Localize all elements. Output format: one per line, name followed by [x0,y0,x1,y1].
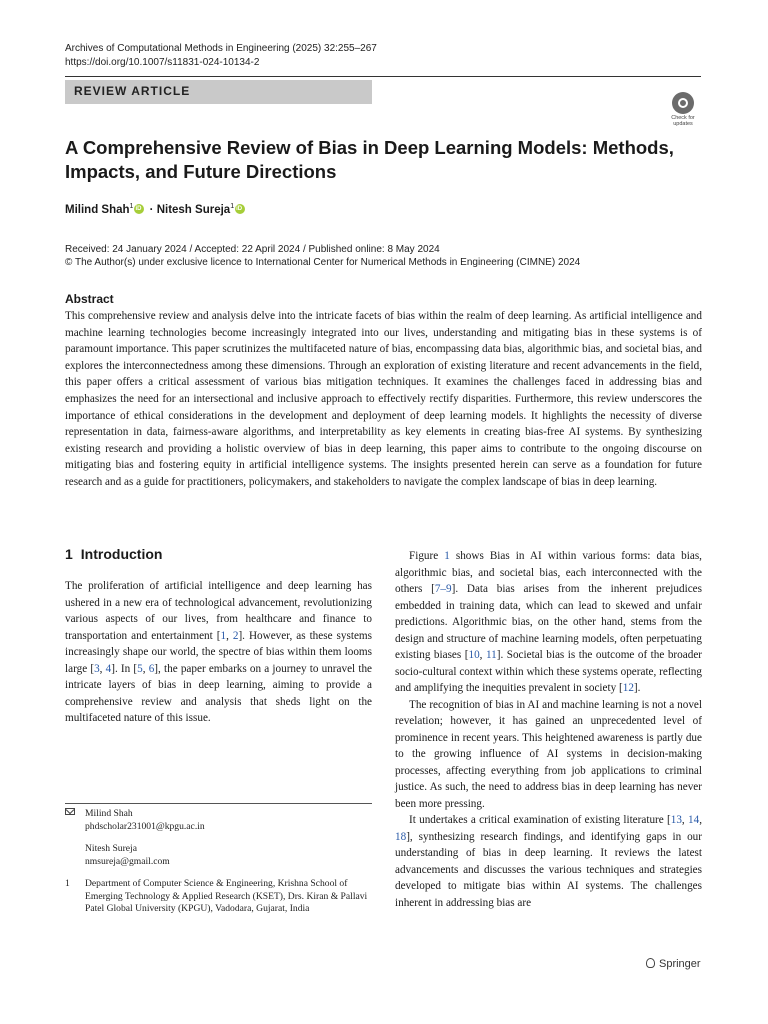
check-for-updates-label: Check for updates [671,115,695,127]
journal-citation: Archives of Computational Methods in Engineering (2025) 32:255–267 [65,43,377,54]
citation-link[interactable]: 12 [622,682,634,694]
springer-horse-icon [646,958,655,968]
affiliation-note [65,878,375,916]
article-title: A Comprehensive Review of Bias in Deep Learning Models: Methods, Impacts, and Future Directions [65,137,674,182]
envelope-icon [65,808,75,815]
body-text: Figure [409,550,445,562]
author-name: Milind Shah [65,203,130,216]
publisher-logo [646,958,701,970]
body-text: , [226,629,233,642]
section-title: Introduction [80,546,163,562]
author-name: Milind Shah [85,808,133,819]
affiliation-text: Department of Computer Science & Engineering, Krishna School of Emerging Technology & Applied Research (KSET), Drs. Kiran & Pallavi Patel Global University (KPGU), Vadodara, Gujarat, India [85,878,368,914]
article-type-label: REVIEW ARTICLE [74,84,191,98]
body-text: , [479,649,486,661]
section-number: 1 [65,546,73,562]
orcid-icon[interactable] [134,204,144,214]
intro-paragraph [65,578,372,727]
author-separator: · [149,203,154,216]
body-text: ], synthesizing research findings, and identifying gaps in our understanding of bias in deep learning. It reviews the latest advancements and discusses the various techniques and strategies developed to mitigate bias within AI systems. The challenges inherent in addressing bias are [395,830,702,909]
body-text: It undertakes a critical examination of existing literature [ [409,814,671,826]
author-name: Nitesh Sureja [85,843,137,854]
corresponding-author [65,843,375,868]
check-for-updates-badge[interactable] [664,92,702,132]
citation-link[interactable]: 11 [485,649,497,661]
body-text: ]. However, as these systems increasingly shape our world, the spectre of bias within them looms large [ [65,629,372,675]
body-text: The recognition of bias in AI and machine learning is not a novel revelation; however, it has gained an unprecedented level of prominence in recent years. This heightened awareness is partly due to the growing influence of AI systems in decision-making processes, affecting everything from job applications to criminal justice. As such, the need to address bias in deep learning has never been more pressing. [395,698,702,810]
doi-link[interactable]: https://doi.org/10.1007/s11831-024-10134-2 [65,57,260,68]
author-email[interactable]: phdscholar231001@kpgu.ac.in [85,820,205,832]
body-text: , [699,814,702,826]
copyright-notice: © The Author(s) under exclusive licence to International Center for Numerical Methods in Engineering (CIMNE) 2024 [65,257,581,268]
body-text: The proliferation of artificial intelligence and deep learning has ushered in a new era of technological advancement, revolutionizing various aspects of our lives, from healthcare and finance to transportation and entertainment [ [65,580,372,642]
author-affiliation-mark: 1 [129,203,134,210]
body-text: shows Bias in AI within various forms: data bias, algorithmic bias, and societal bias, each interconnected with the others [ [395,550,702,595]
citation-link[interactable]: 5 [137,662,143,675]
orcid-icon[interactable] [235,204,245,214]
body-text: , [142,662,149,675]
author-affiliation-mark: 1 [230,203,235,210]
citation-link[interactable]: 6 [148,662,155,675]
citation-link[interactable]: 10 [468,649,480,661]
corresponding-author [65,808,375,833]
intro-paragraph [395,697,702,813]
body-text: ], the paper embarks on a journey to unravel the intricate layers of bias in deep learning, aiming to provide a comprehensive review and analysis that sheds light on the multifaceted nature of this issue. [65,662,373,724]
intro-paragraph [395,812,702,911]
citation-link[interactable]: 7–9 [434,583,452,595]
journal-info [65,42,377,70]
abstract-text: This comprehensive review and analysis delve into the intricate facets of bias within the realm of deep learning. As artificial intelligence and machine learning technologies become increasingly integrated into our lives, understanding and mitigating bias in these systems is of paramount importance. This paper scrutinizes the multifaceted nature of bias, encompassing data bias, algorithmic bias, and societal bias, and explores the interconnectedness among these dimensions. Through an exploration of existing literature and recent advancements in the field, this paper offers a critical assessment of various bias mitigation techniques. It examines the challenges faced in addressing bias and emphasizes the need for an intersectional and inclusive approach to effectively rectify disparities. Furthermore, this review underscores the importance of ethical considerations in the development and deployment of deep learning models. It highlights the necessity of diverse representation in data, fairness-aware algorithms, and interpretability as key elements in creating bias-free AI systems. By synthesizing existing research and providing a holistic overview of bias in deep learning, this paper aims to contribute to the ongoing discourse on mitigating bias and fostering equity in artificial intelligence systems. The insights presented herein can serve as a foundation for future research and as a guide for practitioners, policymakers, and stakeholders to navigate the complex landscape of bias in deep learning. [65,310,702,488]
intro-right-column [395,548,702,911]
intro-left-column [65,578,372,727]
citation-link[interactable]: 1 [444,550,450,562]
check-for-updates-icon [672,92,694,114]
article-type-bar [65,80,372,104]
header-rule [65,76,701,77]
body-text: ]. [633,682,641,694]
citation-link[interactable]: 13 [670,814,682,826]
intro-paragraph [395,548,702,697]
citation-link[interactable]: 2 [232,629,239,642]
body-text: ]. Data bias arises from the inherent prejudices embedded in training data, which can lead to skewed and unfair predictions. Algorithmic bias, on the other hand, stems from the design and structure of machine learning models, often perpetuating existing biases [ [395,583,702,661]
citation-link[interactable]: 1 [220,629,227,642]
author-email[interactable]: nmsureja@gmail.com [85,855,170,867]
citation-link[interactable]: 3 [94,662,100,675]
citation-link[interactable]: 14 [688,814,700,826]
footnote-rule [65,803,372,804]
author-list [65,203,247,216]
history-dates: Received: 24 January 2024 / Accepted: 22 April 2024 / Published online: 8 May 2024 [65,244,440,255]
author-name: Nitesh Sureja [156,203,231,216]
body-text: , [681,814,689,826]
abstract-heading: Abstract [65,292,114,306]
footnotes [65,808,375,916]
publication-dates [65,243,580,269]
citation-link[interactable]: 4 [105,662,112,675]
body-text: ]. In [ [111,662,138,675]
publisher-name: Springer [659,958,701,970]
section-heading [65,546,162,562]
citation-link[interactable]: 18 [395,830,407,843]
body-text: , [99,662,106,675]
affiliation-mark: 1 [65,878,70,889]
body-text: ]. Societal bias is the outcome of the broader socio-cultural context within which these systems operate, reflecting and amplifying the inequities prevalent in society [ [395,649,703,694]
